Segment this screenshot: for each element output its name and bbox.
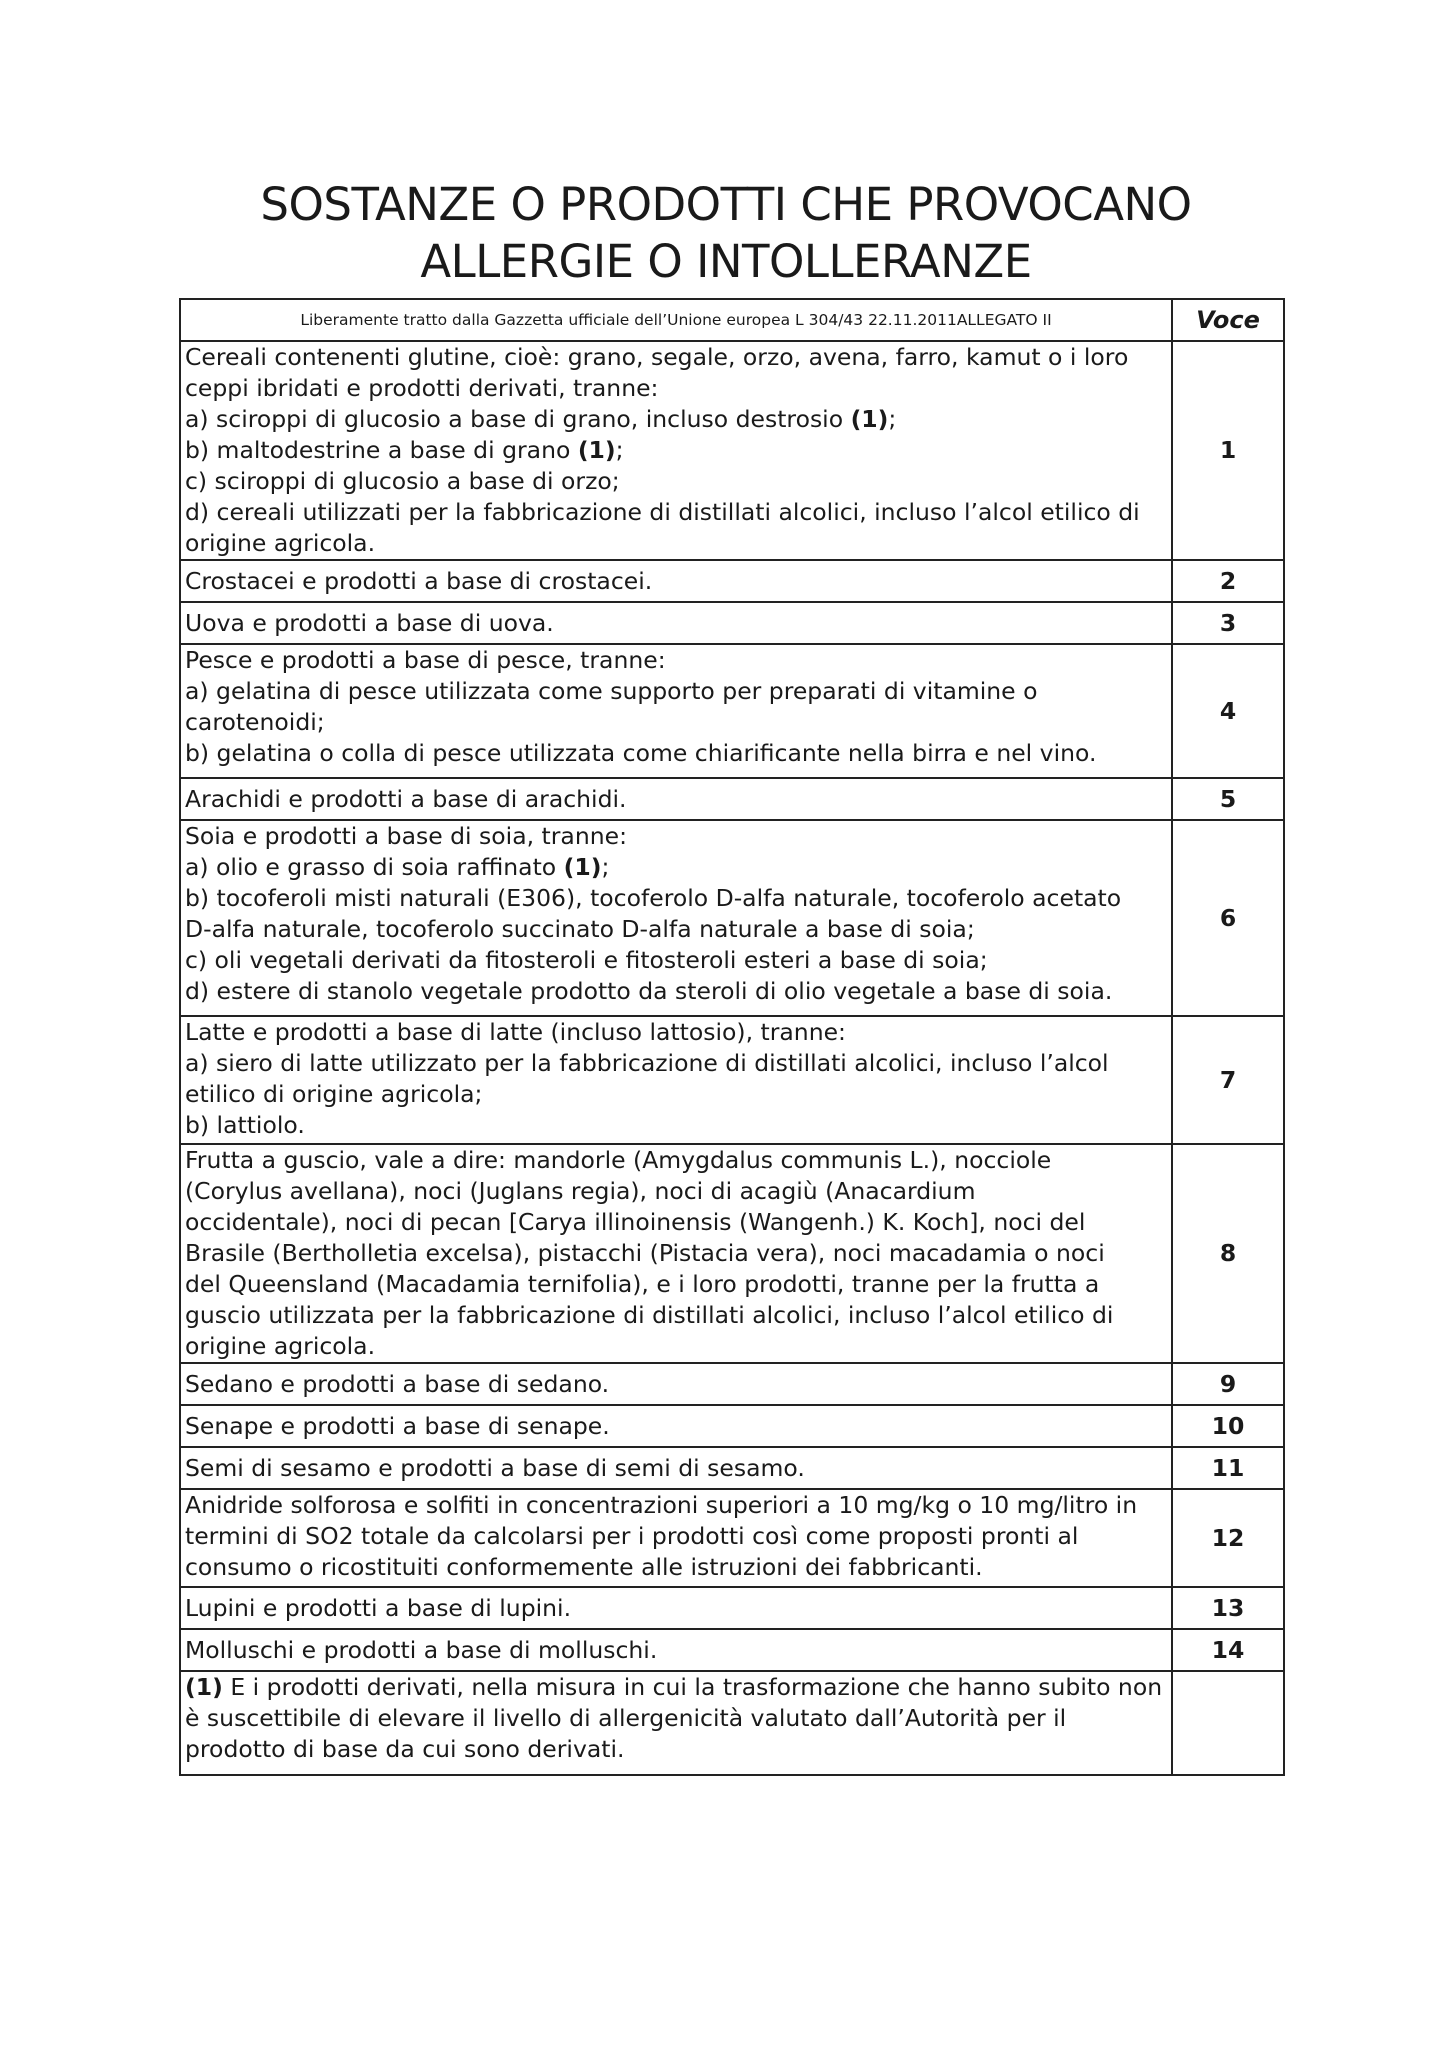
row-description-line: Frutta a guscio, vale a dire: mandorle (Amygdalus communis L.), nocciole — [185, 1146, 1052, 1174]
row-description-line: Latte e prodotti a base di latte (incluso lattosio), tranne: — [185, 1018, 846, 1046]
page-title — [179, 176, 1273, 290]
header-source-cell: Liberamente tratto dalla Gazzetta ufficiale dell’Unione europea L 304/43 22.11.2011ALLEGATO II — [180, 299, 1172, 341]
row-voce-cell — [1172, 1671, 1284, 1775]
row-description-cell — [180, 820, 1172, 1016]
row-description-line: è suscettibile di elevare il livello di allergenicità valutato dall’Autorità per il — [185, 1704, 1067, 1732]
table-row — [180, 341, 1284, 560]
row-description-line: b) maltodestrine a base di grano (1); — [185, 436, 624, 464]
table-row — [180, 1671, 1284, 1775]
row-description-line: consumo o ricostituiti conformemente alle istruzioni dei fabbricanti. — [185, 1553, 983, 1581]
row-description-line: prodotto di base da cui sono derivati. — [185, 1735, 625, 1763]
row-description-line: origine agricola. — [185, 1332, 376, 1360]
row-voce-cell: 9 — [1172, 1363, 1284, 1405]
row-description-line: c) sciroppi di glucosio a base di orzo; — [185, 467, 620, 495]
row-description-line: a) sciroppi di glucosio a base di grano, incluso destrosio (1); — [185, 405, 897, 433]
row-voce-cell: 13 — [1172, 1587, 1284, 1629]
row-description-line: Crostacei e prodotti a base di crostacei. — [185, 566, 653, 595]
row-description-line: origine agricola. — [185, 529, 376, 557]
row-description-line: b) lattiolo. — [185, 1111, 305, 1139]
title-line-2: ALLERGIE O INTOLLERANZE — [420, 235, 1032, 288]
row-voce-cell: 2 — [1172, 560, 1284, 602]
title-line-1: SOSTANZE O PRODOTTI CHE PROVOCANO — [260, 178, 1192, 231]
row-description-line: del Queensland (Macadamia ternifolia), e i loro prodotti, tranne per la frutta a — [185, 1270, 1100, 1298]
row-description-cell — [180, 602, 1172, 644]
row-description-line: Senape e prodotti a base di senape. — [185, 1411, 610, 1440]
table-row — [180, 1405, 1284, 1447]
row-description-line: Anidride solforosa e solfiti in concentrazioni superiori a 10 mg/kg o 10 mg/litro in — [185, 1491, 1138, 1519]
row-description-line: Pesce e prodotti a base di pesce, tranne: — [185, 646, 666, 674]
row-voce-cell: 1 — [1172, 341, 1284, 560]
table-row — [180, 1587, 1284, 1629]
header-voce-cell: Voce — [1172, 299, 1284, 341]
row-voce-cell: 3 — [1172, 602, 1284, 644]
row-description-line: Soia e prodotti a base di soia, tranne: — [185, 822, 627, 850]
row-description-cell — [180, 1144, 1172, 1363]
row-voce-cell: 4 — [1172, 644, 1284, 778]
row-description-cell — [180, 778, 1172, 820]
table-row — [180, 1489, 1284, 1587]
table-row — [180, 1629, 1284, 1671]
row-description-cell — [180, 1587, 1172, 1629]
row-voce-cell: 8 — [1172, 1144, 1284, 1363]
row-description-cell — [180, 560, 1172, 602]
row-description-line: b) gelatina o colla di pesce utilizzata come chiarificante nella birra e nel vino. — [185, 739, 1097, 767]
row-description-line: ceppi ibridati e prodotti derivati, tranne: — [185, 374, 659, 402]
row-description-line: Uova e prodotti a base di uova. — [185, 608, 554, 637]
table-row — [180, 644, 1284, 778]
row-description-cell — [180, 1671, 1172, 1775]
row-description-cell — [180, 1447, 1172, 1489]
table-row — [180, 602, 1284, 644]
table-row — [180, 1144, 1284, 1363]
row-description-line: a) gelatina di pesce utilizzata come supporto per preparati di vitamine o — [185, 677, 1038, 705]
row-description-line: termini di SO2 totale da calcolarsi per i prodotti così come proposti pronti al — [185, 1522, 1079, 1550]
row-voce-cell: 7 — [1172, 1016, 1284, 1144]
row-description-cell — [180, 1489, 1172, 1587]
row-description-line: b) tocoferoli misti naturali (E306), tocoferolo D-alfa naturale, tocoferolo acetato — [185, 884, 1122, 912]
table-row — [180, 1363, 1284, 1405]
row-description-line: a) olio e grasso di soia raffinato (1); — [185, 853, 610, 881]
row-description-line: d) cereali utilizzati per la fabbricazione di distillati alcolici, incluso l’alcol etilico di — [185, 498, 1140, 526]
table-row — [180, 1016, 1284, 1144]
row-description-line: (1) E i prodotti derivati, nella misura in cui la trasformazione che hanno subito non — [185, 1673, 1163, 1701]
row-description-cell — [180, 1629, 1172, 1671]
allergen-table — [179, 298, 1285, 1776]
row-voce-cell: 6 — [1172, 820, 1284, 1016]
row-description-line: Lupini e prodotti a base di lupini. — [185, 1593, 572, 1622]
row-description-line: guscio utilizzata per la fabbricazione di distillati alcolici, incluso l’alcol etilico di — [185, 1301, 1114, 1329]
row-description-line: Semi di sesamo e prodotti a base di semi di sesamo. — [185, 1453, 805, 1482]
row-description-line: d) estere di stanolo vegetale prodotto da steroli di olio vegetale a base di soia. — [185, 977, 1113, 1005]
row-description-line: Brasile (Bertholletia excelsa), pistacchi (Pistacia vera), noci macadamia o noci — [185, 1239, 1105, 1267]
table-header-row — [180, 299, 1284, 341]
row-description-cell — [180, 1363, 1172, 1405]
row-description-cell — [180, 341, 1172, 560]
row-voce-cell: 12 — [1172, 1489, 1284, 1587]
table-row — [180, 1447, 1284, 1489]
table-row — [180, 560, 1284, 602]
table-row — [180, 778, 1284, 820]
row-voce-cell: 5 — [1172, 778, 1284, 820]
row-voce-cell: 10 — [1172, 1405, 1284, 1447]
row-description-line: Arachidi e prodotti a base di arachidi. — [185, 784, 627, 813]
row-description-line: a) siero di latte utilizzato per la fabbricazione di distillati alcolici, incluso l’alcol — [185, 1049, 1109, 1077]
row-description-line: Molluschi e prodotti a base di molluschi. — [185, 1635, 658, 1664]
row-description-line: (Corylus avellana), noci (Juglans regia), noci di acagiù (Anacardium — [185, 1177, 976, 1205]
row-voce-cell: 11 — [1172, 1447, 1284, 1489]
row-description-line: D-alfa naturale, tocoferolo succinato D-alfa naturale a base di soia; — [185, 915, 975, 943]
row-description-cell — [180, 1405, 1172, 1447]
row-description-cell — [180, 644, 1172, 778]
row-voce-cell: 14 — [1172, 1629, 1284, 1671]
table-row — [180, 820, 1284, 1016]
row-description-line: occidentale), noci di pecan [Carya illinoinensis (Wangenh.) K. Koch], noci del — [185, 1208, 1086, 1236]
row-description-line: carotenoidi; — [185, 708, 325, 736]
row-description-line: Sedano e prodotti a base di sedano. — [185, 1369, 610, 1398]
row-description-line: etilico di origine agricola; — [185, 1080, 483, 1108]
row-description-line: c) oli vegetali derivati da fitosteroli e fitosteroli esteri a base di soia; — [185, 946, 988, 974]
row-description-line: Cereali contenenti glutine, cioè: grano, segale, orzo, avena, farro, kamut o i loro — [185, 343, 1129, 371]
row-description-cell — [180, 1016, 1172, 1144]
